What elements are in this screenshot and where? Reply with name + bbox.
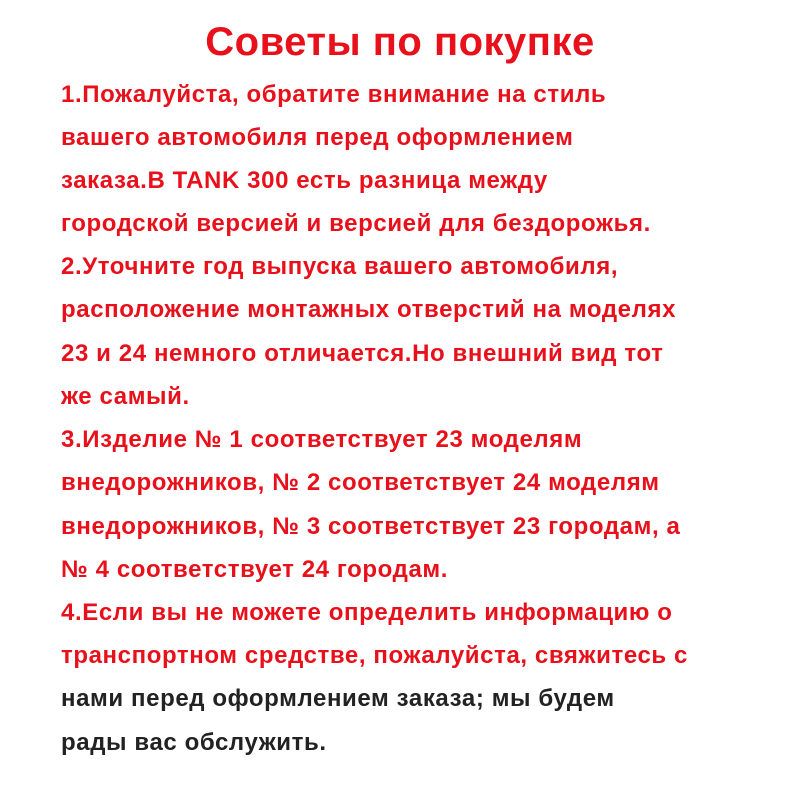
page-title: Советы по покупке [205,20,595,64]
tip-3-line-3: внедорожников, № 3 соответствует 23 городам, а [61,513,681,540]
tip-4-line-1: 4.Если вы не можете определить информацию о [61,599,673,626]
tip-2-line-3: 23 и 24 немного отличается.Но внешний вид тот [61,340,664,367]
tip-2-line-1: 2.Уточните год выпуска вашего автомобиля, [61,253,619,280]
tip-1-line-4: городской версией и версией для бездорожья. [61,210,651,237]
tip-3-line-2: внедорожников, № 2 соответствует 24 моделям [61,469,660,496]
tip-1-line-3: заказа.В TANK 300 есть разница между [61,167,548,194]
tip-3-line-1: 3.Изделие № 1 соответствует 23 моделям [61,426,583,453]
tip-4-line-4: рады вас обслужить. [61,729,327,756]
tip-1-line-1: 1.Пожалуйста, обратите внимание на стиль [61,81,607,108]
tip-4-line-3: нами перед оформлением заказа; мы будем [61,685,615,712]
tip-3-line-4: № 4 соответствует 24 городам. [61,556,449,583]
tip-2-line-4: же самый. [61,383,190,410]
tip-2-line-2: расположение монтажных отверстий на моделях [61,296,677,323]
tip-4-line-2: транспортном средстве, пожалуйста, свяжитесь с [61,642,688,669]
tip-1-line-2: вашего автомобиля перед оформлением [61,124,574,151]
